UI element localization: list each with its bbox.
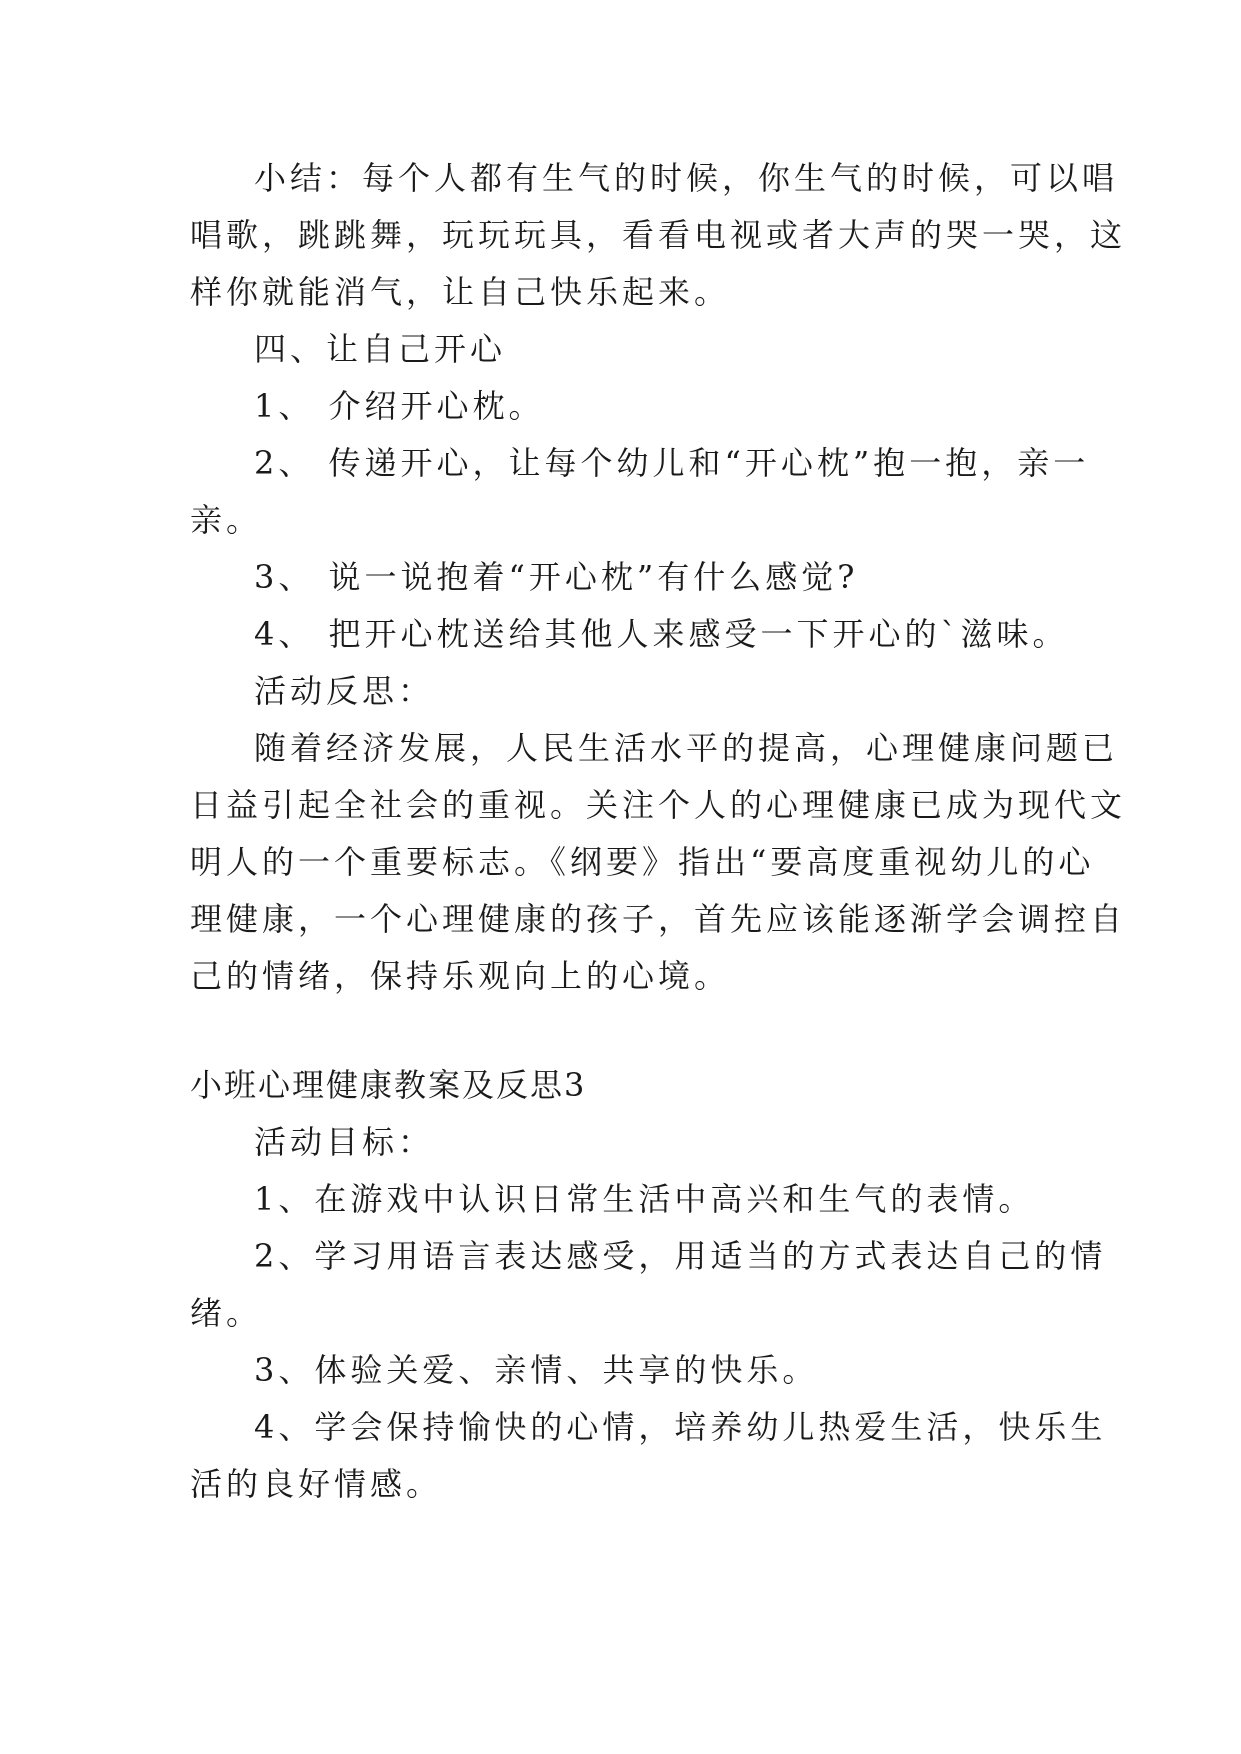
- reflection-paragraph: [190, 720, 1127, 1005]
- text-line: 唱歌，跳跳舞，玩玩玩具，看看电视或者大声的哭一哭，这: [190, 216, 1127, 254]
- text-line: 己的情绪，保持乐观向上的心境。: [190, 957, 731, 995]
- reflection-heading: 活动反思：: [254, 672, 435, 710]
- text-line: 绪。: [190, 1294, 263, 1332]
- text-line: 2、 传递开心，让每个幼儿和“开心枕”抱一抱，亲一: [254, 444, 1090, 482]
- section-heading: 四、让自己开心: [254, 330, 507, 368]
- summary-paragraph: [190, 150, 1127, 321]
- text-line: 活的良好情感。: [190, 1465, 443, 1503]
- goal-item: [190, 1228, 1107, 1342]
- goal-item: [190, 1399, 1107, 1513]
- list-item: 3、 说一说抱着“开心枕”有什么感觉?: [254, 558, 859, 596]
- goal-item: 1、在游戏中认识日常生活中高兴和生气的表情。: [254, 1180, 1035, 1218]
- text-line: 亲。: [190, 501, 263, 539]
- text-line: 日益引起全社会的重视。关注个人的心理健康已成为现代文: [190, 786, 1127, 824]
- text-line: 2、学习用语言表达感受，用适当的方式表达自己的情: [254, 1237, 1107, 1275]
- text-line: 明人的一个重要标志。《纲要》指出“要高度重视幼儿的心: [190, 843, 1095, 881]
- text-line: 样你就能消气，让自己快乐起来。: [190, 273, 731, 311]
- goal-item: 3、体验关爱、亲情、共享的快乐。: [254, 1351, 819, 1389]
- list-item: 1、 介绍开心枕。: [254, 387, 545, 425]
- text-line: 小结：每个人都有生气的时候，你生气的时候，可以唱: [254, 159, 1119, 197]
- goals-heading: 活动目标：: [254, 1123, 435, 1161]
- text-line: 随着经济发展，人民生活水平的提高，心理健康问题已: [254, 729, 1119, 767]
- list-item: 4、 把开心枕送给其他人来感受一下开心的`滋味。: [254, 615, 1069, 653]
- text-line: 4、学会保持愉快的心情，培养幼儿热爱生活，快乐生: [254, 1408, 1107, 1446]
- text-line: 理健康，一个心理健康的孩子，首先应该能逐渐学会调控自: [190, 900, 1127, 938]
- list-item: [190, 435, 1090, 549]
- document-page: [190, 150, 1127, 1513]
- section-title: 小班心理健康教案及反思3: [190, 1066, 587, 1104]
